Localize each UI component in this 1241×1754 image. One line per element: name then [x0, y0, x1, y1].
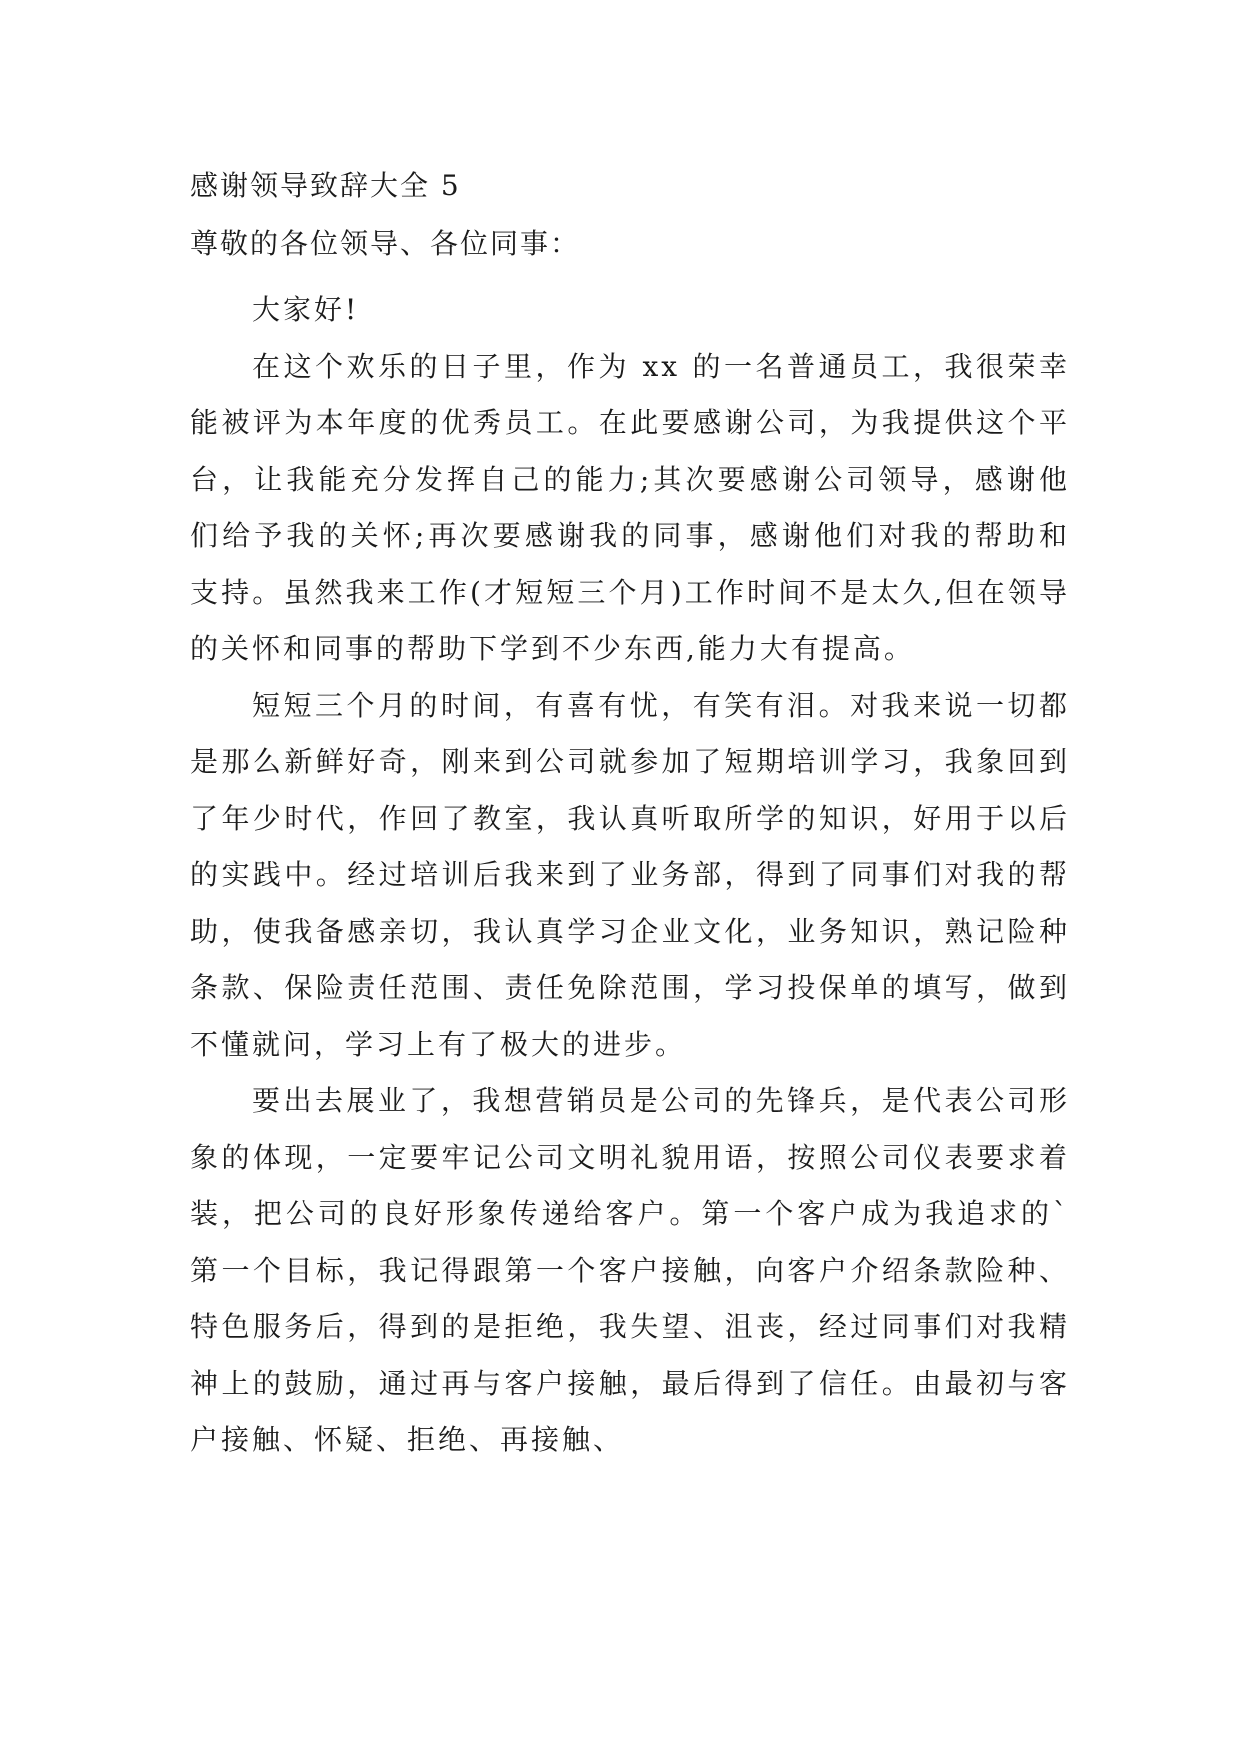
- document-body: [190, 282, 1070, 1469]
- greeting-paragraph: 大家好!: [252, 293, 360, 326]
- salutation: 尊敬的各位领导、各位同事：: [190, 227, 581, 260]
- body-paragraph: 要出去展业了，我想营销员是公司的先锋兵，是代表公司形象的体现，一定要牢记公司文明礼貌用语，按照公司仪表要求着装，把公司的良好形象传递给客户。第一个客户成为我追求的`第一个目标，我记得跟第一个客户接触，向客户介绍条款险种、特色服务后，得到的是拒绝，我失望、沮丧，经过同事们对我精神上的鼓励，通过再与客户接触，最后得到了信任。由最初与客户接触、怀疑、拒绝、再接触、: [190, 1084, 1070, 1456]
- document-title: 感谢领导致辞大全 5: [190, 169, 461, 202]
- body-paragraph: 在这个欢乐的日子里，作为 xx 的一名普通员工，我很荣幸能被评为本年度的优秀员工。在此要感谢公司，为我提供这个平台，让我能充分发挥自己的能力;其次要感谢公司领导，感谢他们给予我的关怀;再次要感谢我的同事，感谢他们对我的帮助和支持。虽然我来工作(才短短三个月)工作时间不是太久,但在领导的关怀和同事的帮助下学到不少东西,能力大有提高。: [190, 349, 1070, 665]
- body-paragraph: 短短三个月的时间，有喜有忧，有笑有泪。对我来说一切都是那么新鲜好奇，刚来到公司就参加了短期培训学习，我象回到了年少时代，作回了教室，我认真听取所学的知识，好用于以后的实践中。经过培训后我来到了业务部，得到了同事们对我的帮助，使我备感亲切，我认真学习企业文化，业务知识，熟记险种条款、保险责任范围、责任免除范围，学习投保单的填写，做到不懂就问，学习上有了极大的进步。: [190, 688, 1070, 1061]
